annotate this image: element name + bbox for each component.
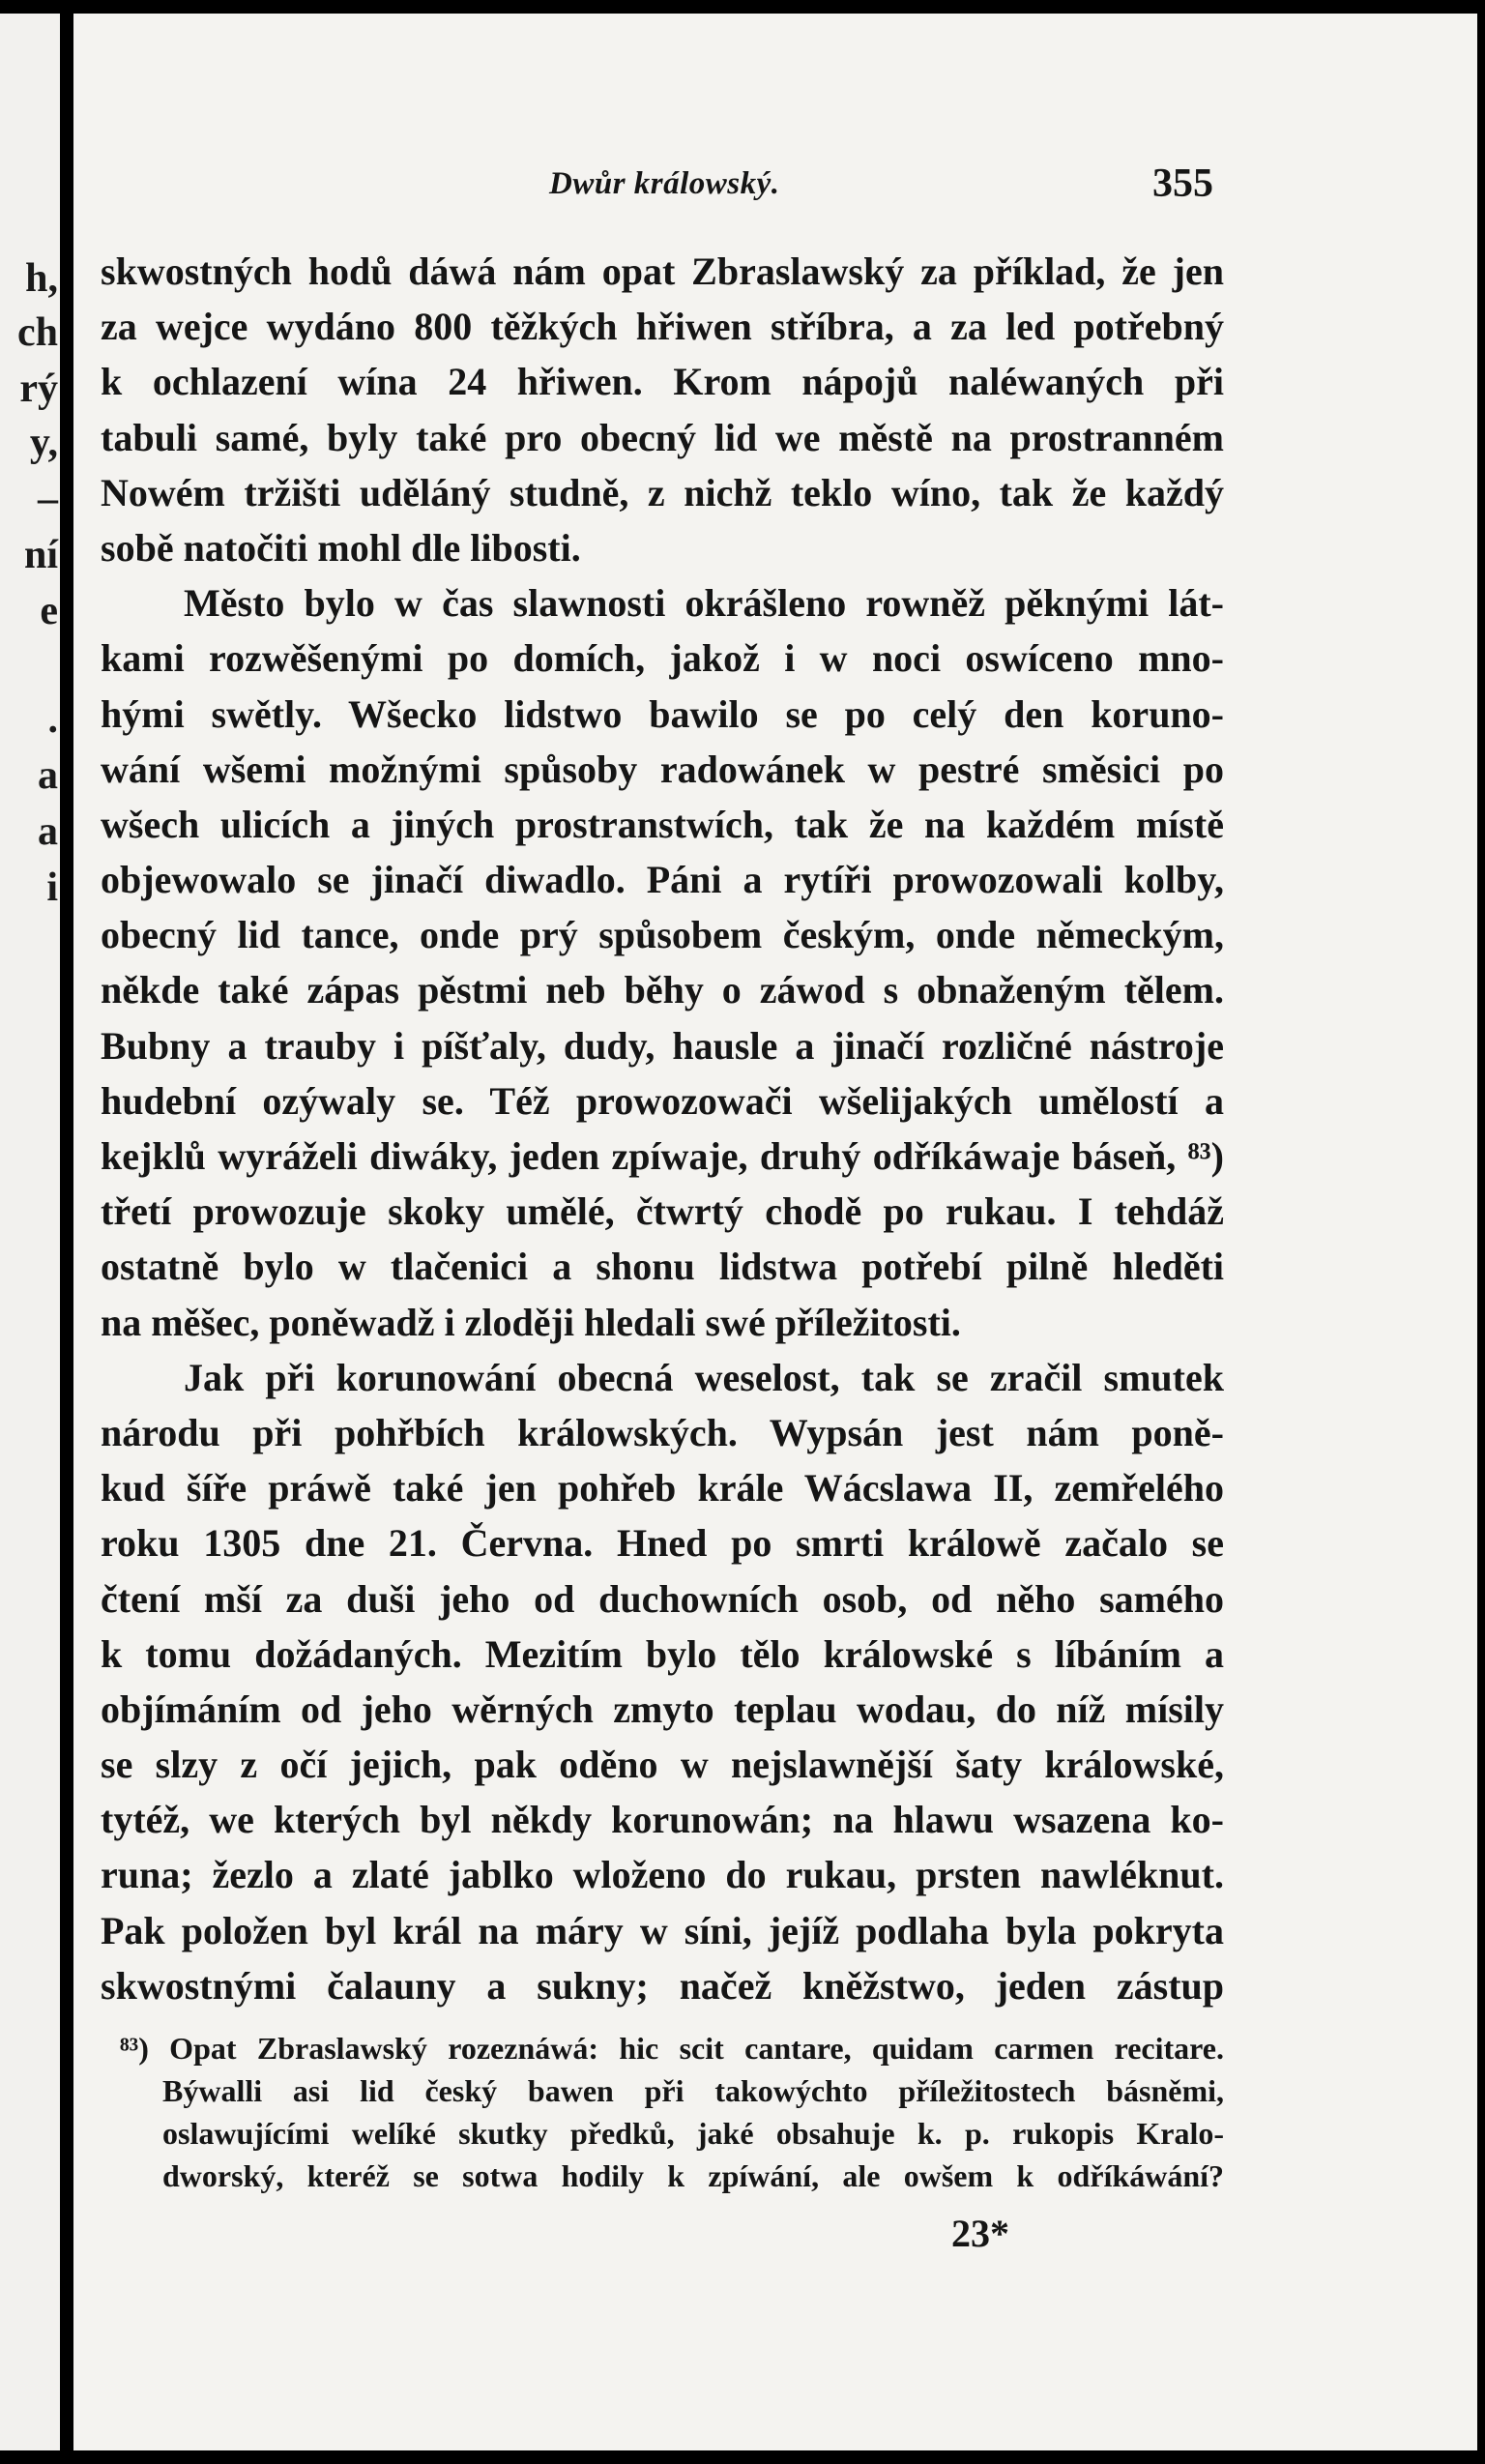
text-line: čtení mší za duši jeho od duchowních osob, od něho samého (101, 1576, 1224, 1621)
text-line: za wejce wydáno 800 těžkých hřiwen stříbra, a za led potřebný (101, 305, 1224, 349)
adjacent-page-fragment: a (38, 753, 58, 798)
text-line: wání wšemi možnými spůsoby radowánek w pestré směsici po (101, 747, 1224, 791)
signature-mark: 23* (951, 2212, 1009, 2255)
adjacent-page-edge (0, 14, 60, 2450)
text-line: Pak položen byl král na máry w síni, jejíž podlaha byla pokryta (101, 1908, 1224, 1952)
text-line: tytéž, we kterých byl někdy korunowán; na hlawu wsazena ko- (101, 1798, 1224, 1842)
text-line: skwostnými čalauny a sukny; načež kněžstwo, jeden zástup (101, 1963, 1224, 2008)
running-title: Dwůr králowský. (549, 166, 780, 201)
text-line: na měšec, poněwadž i zloději hledali swé příležitosti. (101, 1300, 961, 1344)
text-line: roku 1305 dne 21. Června. Hned po smrti králowě začalo se (101, 1521, 1224, 1566)
text-line: národu při pohřbích králowských. Wypsán jest nám poně- (101, 1410, 1224, 1454)
text-line: skwostných hodů dáwá nám opat Zbraslawský za příklad, že jen (101, 249, 1224, 293)
text-line: hudební ozýwaly se. Též prowozowači wšelijakých umělostí a (101, 1078, 1224, 1123)
text-line: kud šíře práwě také jen pohřeb krále Wácslawa II, zemřelého (101, 1466, 1224, 1511)
text-line: runa; žezlo a zlaté jablko wloženo do rukau, prsten nawléknut. (101, 1853, 1224, 1897)
page-number: 355 (1152, 161, 1213, 206)
footnote (120, 2027, 1224, 2197)
text-line: sobě natočiti mohl dle libosti. (101, 525, 581, 570)
text-line: třetí prowozuje skoky umělé, čtwrtý chodě po rukau. I tehdáž (101, 1189, 1224, 1234)
text-line: k tomu dožádaných. Mezitím bylo tělo králowské s líbáním a (101, 1631, 1224, 1676)
text-line: Jak při korunowání obecná weselost, tak se zračil smutek (184, 1355, 1224, 1399)
adjacent-page-fragment: . (47, 697, 58, 742)
text-line: k ochlazení wína 24 hřiwen. Krom nápojů naléwaných při (101, 360, 1224, 404)
text-line: kejklů wyráželi diwáky, jeden zpíwaje, druhý odříkáwaje báseň, ⁸³) (101, 1134, 1224, 1178)
text-line: Nowém tržišti uděláný studně, z nichž teklo wíno, tak že každý (101, 470, 1224, 514)
adjacent-page-fragment: y, (29, 421, 58, 465)
text-line: hými swětly. Wšecko lidstwo bawilo se po celý den koruno- (101, 691, 1224, 736)
adjacent-page-fragment: ch (17, 310, 58, 355)
text-line: se slzy z očí jejich, pak oděno w nejslawnější šaty králowské, (101, 1743, 1224, 1787)
adjacent-page-fragment: ní (23, 533, 58, 577)
footnote-line: Býwalli asi lid český bawen při takowýchto příležitostech básněmi, (162, 2073, 1224, 2108)
text-line: kami rozwěšenými po domích, jakož i w noci oswíceno mno- (101, 636, 1224, 681)
text-line: objímáním od jeho wěrných zmyto teplau wodau, do níž mísily (101, 1687, 1224, 1731)
adjacent-page-fragment: i (46, 865, 58, 910)
text-line: tabuli samé, byly také pro obecný lid we městě na prostranném (101, 415, 1224, 459)
adjacent-page-fragment: – (38, 477, 58, 521)
footnote-line: oslawujícími welíké skutky předků, jaké obsahuje k. p. rukopis Kralo- (162, 2116, 1224, 2151)
text-line: někde také zápas pěstmi neb běhy o záwod s obnaženým tělem. (101, 968, 1224, 1012)
adjacent-page-fragment: e (40, 589, 58, 633)
text-line: ostatně bylo w tlačenici a shonu lidstwa potřebí pilně hleděti (101, 1245, 1224, 1289)
footnote-line: ⁸³) Opat Zbraslawský rozeznáwá: hic scit cantare, quidam carmen recitare. (120, 2031, 1224, 2066)
body-text (101, 244, 1224, 2013)
text-line: wšech ulicích a jiných prostranstwích, tak že na každém místě (101, 802, 1224, 846)
adjacent-page-fragment: a (38, 809, 58, 854)
text-line: obecný lid tance, onde prý spůsobem českým, onde německým, (101, 913, 1224, 957)
page-header (73, 157, 1477, 215)
book-page (73, 14, 1477, 2450)
adjacent-page-fragment: rý (19, 367, 58, 411)
text-line: Bubny a trauby i píšťaly, dudy, hausle a jinačí rozličné nástroje (101, 1023, 1224, 1068)
text-line: Město bylo w čas slawnosti okrášleno rowněž pěknými lát- (184, 581, 1224, 626)
footnote-line: dworský, kteréž se sotwa hodily k zpíwání, ale owšem k odříkáwání? (162, 2158, 1224, 2193)
adjacent-page-fragment: h, (25, 256, 58, 301)
text-line: objewowalo se jinačí diwadlo. Páni a rytíři prowozowali kolby, (101, 858, 1224, 902)
